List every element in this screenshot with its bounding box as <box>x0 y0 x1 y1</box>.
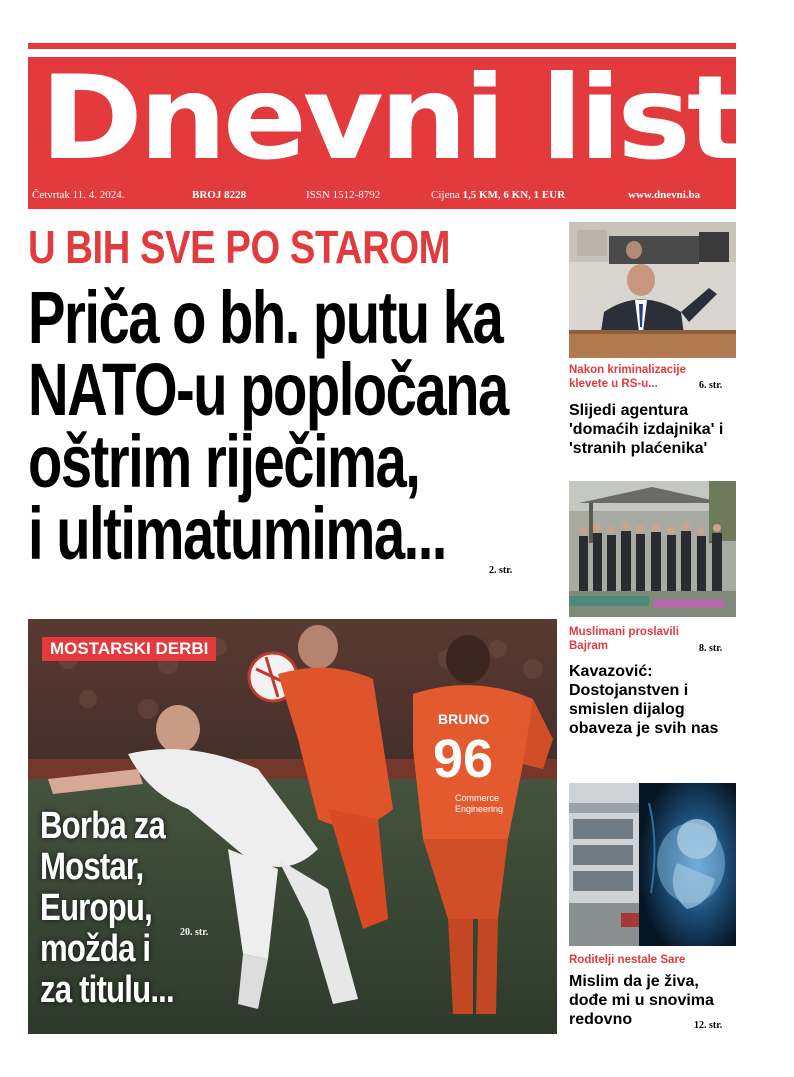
sidebar-headline[interactable]: Mislim da je živa, dođe mi u snovima redovno <box>569 973 714 1028</box>
caption-line: možda i <box>40 928 151 970</box>
bajram-photo[interactable] <box>569 481 736 617</box>
sidebar-headline[interactable]: Kavazović: Dostojanstven i smislen dijalog obaveza je svih nas <box>569 663 719 737</box>
headline-line: oštrim riječima, <box>28 420 420 503</box>
headline-line: i ultimatumima... <box>28 492 446 575</box>
jersey-number: 96 <box>433 729 494 789</box>
lead-kicker: U BIH SVE PO STAROM <box>28 221 451 273</box>
sport-page-ref: 20. str. <box>180 927 209 938</box>
sidebar-page-ref: 6. str. <box>699 380 723 391</box>
caption-line: Europu, <box>40 887 152 929</box>
lead-page-ref: 2. str. <box>489 565 513 576</box>
issn: ISSN 1512-8792 <box>306 189 381 201</box>
issue-date: Četvrtak 11. 4. 2024. <box>32 189 125 201</box>
newspaper-logo[interactable]: Dnevni list <box>40 51 742 186</box>
parliament-photo[interactable] <box>569 222 736 358</box>
caption-line: za titulu... <box>40 969 174 1011</box>
sidebar-kicker: Roditelji nestale Sare <box>569 954 686 966</box>
masthead <box>28 51 742 209</box>
price <box>431 189 565 201</box>
price-value: 1,5 KM, 6 KN, 1 EUR <box>462 189 566 201</box>
sara-photo[interactable] <box>569 783 736 946</box>
sidebar-page-ref: 8. str. <box>699 643 723 654</box>
caption-line: Mostar, <box>40 846 144 888</box>
sport-headline[interactable] <box>40 806 204 1011</box>
headline-line: NATO-u popločana <box>28 348 508 431</box>
headline-line: Priča o bh. putu ka <box>28 276 503 359</box>
sidebar-headline[interactable]: Slijedi agentura 'domaćih izdajnika' i 'stranih plaćenika' <box>569 402 724 457</box>
section-tag[interactable]: MOSTARSKI DERBI <box>42 637 216 661</box>
sponsor-line: Engineering <box>455 804 504 814</box>
website-link[interactable]: www.dnevni.ba <box>628 189 701 201</box>
masthead-top-rule <box>28 43 736 49</box>
jersey-name: BRUNO <box>438 711 490 727</box>
sidebar-kicker: Nakon kriminalizacije klevete u RS-u... <box>569 364 686 390</box>
sponsor-line: Commerce <box>455 793 500 803</box>
sidebar-page-ref: 12. str. <box>694 1020 723 1031</box>
caption-line: Borba za <box>40 805 166 847</box>
sidebar-kicker: Muslimani proslavili Bajram <box>569 626 679 652</box>
issue-number: BROJ 8228 <box>192 189 247 201</box>
price-label: Cijena <box>431 189 460 201</box>
